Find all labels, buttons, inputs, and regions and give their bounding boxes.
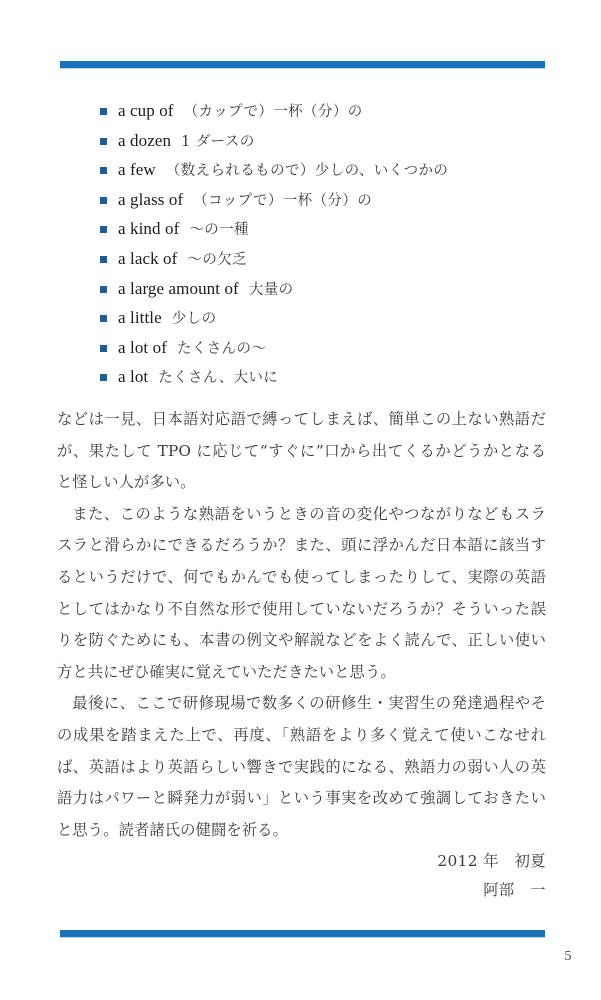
idiom-gloss: 少しの: [171, 311, 217, 328]
idiom-bullet-list: [100, 100, 550, 396]
page-number: 5: [564, 948, 572, 963]
signature-block: [57, 847, 546, 905]
square-bullet-icon: [100, 197, 107, 204]
idiom-term: a lot of: [118, 337, 167, 357]
square-bullet-icon: [100, 108, 107, 115]
idiom-gloss: （数えられるもので）少しの、いくつかの: [165, 163, 449, 180]
idiom-term: a cup of: [118, 101, 174, 120]
square-bullet-icon: [100, 345, 107, 352]
body-copy: [57, 404, 546, 846]
body-paragraph: などは一見、日本語対応語で縛ってしまえば、簡単この上ない熟語だが、果たして TPO に応じて“すぐに”口から出てくるかどうかとなると怪しい人が多い。: [57, 410, 546, 492]
square-bullet-icon: [100, 167, 107, 174]
body-paragraph: また、このような熟語をいうときの音の変化やつながりなどもスラスラと滑らかにできるだろうか？また、頭に浮かんだ日本語に該当するというだけで、何でもかんでも使ってしまったりして、実際の英語としてはかなり不自然な形で使用していないだろうか？そういった誤りを防ぐためにも、本書の例文や解説などをよく読んで、正しい使い方と共にぜひ確実に覚えていただきたいと思う。: [57, 504, 546, 681]
list-item: [100, 189, 550, 212]
list-item: [100, 307, 550, 330]
idiom-term: a glass of: [118, 189, 184, 209]
list-item: [100, 278, 550, 301]
idiom-term: a few: [118, 160, 156, 180]
list-item: [100, 337, 550, 360]
idiom-term: a little: [118, 308, 162, 328]
signature-author: 阿部 一: [483, 881, 546, 899]
square-bullet-icon: [100, 226, 107, 233]
square-bullet-icon: [100, 138, 107, 145]
idiom-term: a dozen: [118, 130, 172, 150]
idiom-gloss: 〜の欠乏: [187, 251, 248, 268]
body-paragraph: 最後に、ここで研修現場で数多くの研修生・実習生の発達過程やその成果を踏まえた上で、再度、「熟語をより多く覚えて使いこなせれば、英語はより英語らしい響きで実践的になる、熟語力の弱い人の英語力はパワーと瞬発力が弱い」という事実を改めて強調しておきたいと思う。読者諸氏の健闘を祈る。: [57, 694, 546, 839]
idiom-gloss: 大量の: [248, 281, 294, 298]
list-item: [100, 100, 550, 123]
list-item: [100, 130, 550, 153]
list-item: [100, 248, 550, 271]
square-bullet-icon: [100, 286, 107, 293]
signature-date: 2012 年 初夏: [437, 852, 546, 870]
bottom-decorative-rule: [60, 930, 545, 937]
idiom-term: a kind of: [118, 219, 180, 239]
idiom-term: a lack of: [118, 248, 178, 268]
square-bullet-icon: [100, 256, 107, 263]
idiom-gloss: （コップで）一杯（分）の: [193, 192, 373, 209]
top-decorative-rule: [60, 61, 545, 68]
idiom-gloss: たくさん、大いに: [158, 370, 279, 387]
idiom-gloss: たくさんの〜: [176, 340, 267, 357]
list-item: [100, 366, 550, 389]
idiom-gloss: 〜の一種: [189, 222, 249, 239]
square-bullet-icon: [100, 374, 107, 381]
square-bullet-icon: [100, 315, 107, 322]
list-item: [100, 218, 550, 241]
list-item: [100, 159, 550, 182]
idiom-term: a large amount of: [118, 278, 239, 298]
idiom-gloss: （カップで）一杯（分）の: [183, 104, 363, 120]
idiom-gloss: 1 ダースの: [181, 133, 255, 150]
idiom-term: a lot: [118, 367, 149, 387]
